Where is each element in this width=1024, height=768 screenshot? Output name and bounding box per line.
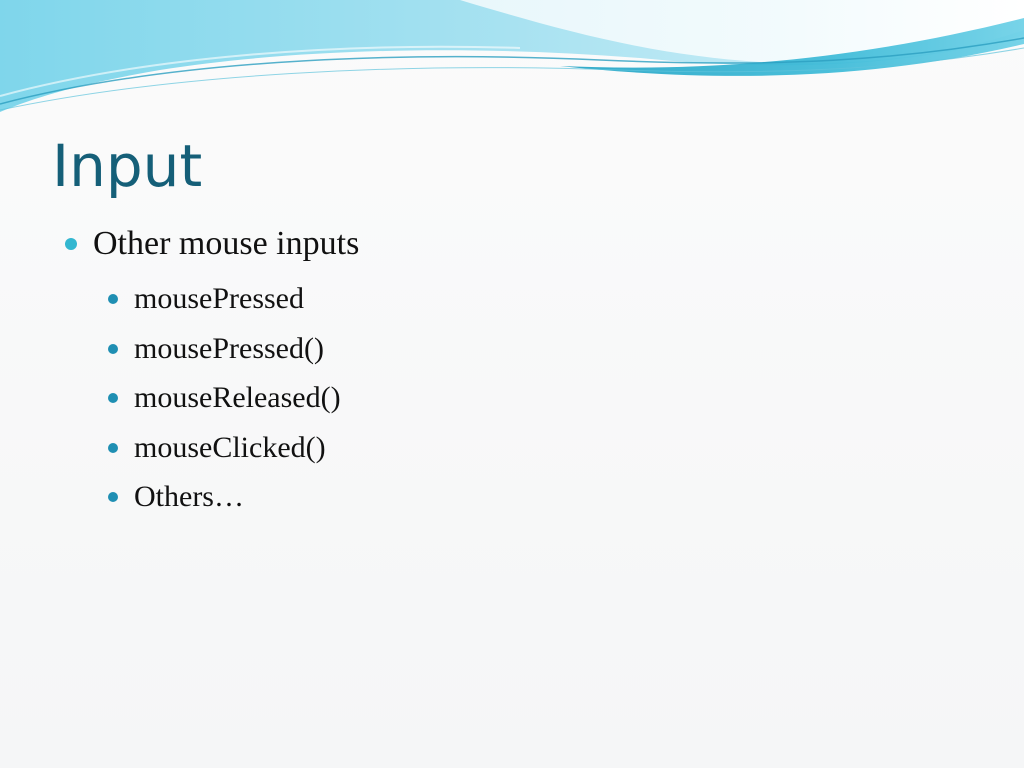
bullet-dot-icon xyxy=(108,492,118,502)
sub-bullet-group xyxy=(60,274,359,522)
bullet-dot-icon xyxy=(108,393,118,403)
sub-bullet-text: mouseClicked() xyxy=(134,430,326,464)
bullet-dot-icon xyxy=(65,238,77,250)
sub-bullet-list xyxy=(102,274,359,522)
sub-bullet-text: mouseReleased() xyxy=(134,381,341,414)
bullet-list xyxy=(60,224,359,522)
sub-bullet-item xyxy=(102,324,359,374)
bullet-item-level1 xyxy=(60,224,359,264)
slide-title: Input xyxy=(52,132,203,200)
sub-bullet-item xyxy=(102,373,359,423)
sub-bullet-item xyxy=(102,423,359,473)
bullet-dot-icon xyxy=(108,344,118,354)
bullet-dot-icon xyxy=(108,294,118,304)
sub-bullet-item xyxy=(102,472,359,522)
sub-bullet-text: mousePressed() xyxy=(134,331,324,365)
sub-bullet-item xyxy=(102,274,359,324)
bullet-text: Other mouse inputs xyxy=(93,225,360,262)
decorative-wave-header xyxy=(0,0,1024,130)
sub-bullet-text: mousePressed xyxy=(134,282,304,315)
bullet-dot-icon xyxy=(108,443,118,453)
sub-bullet-text: Others… xyxy=(134,480,244,513)
